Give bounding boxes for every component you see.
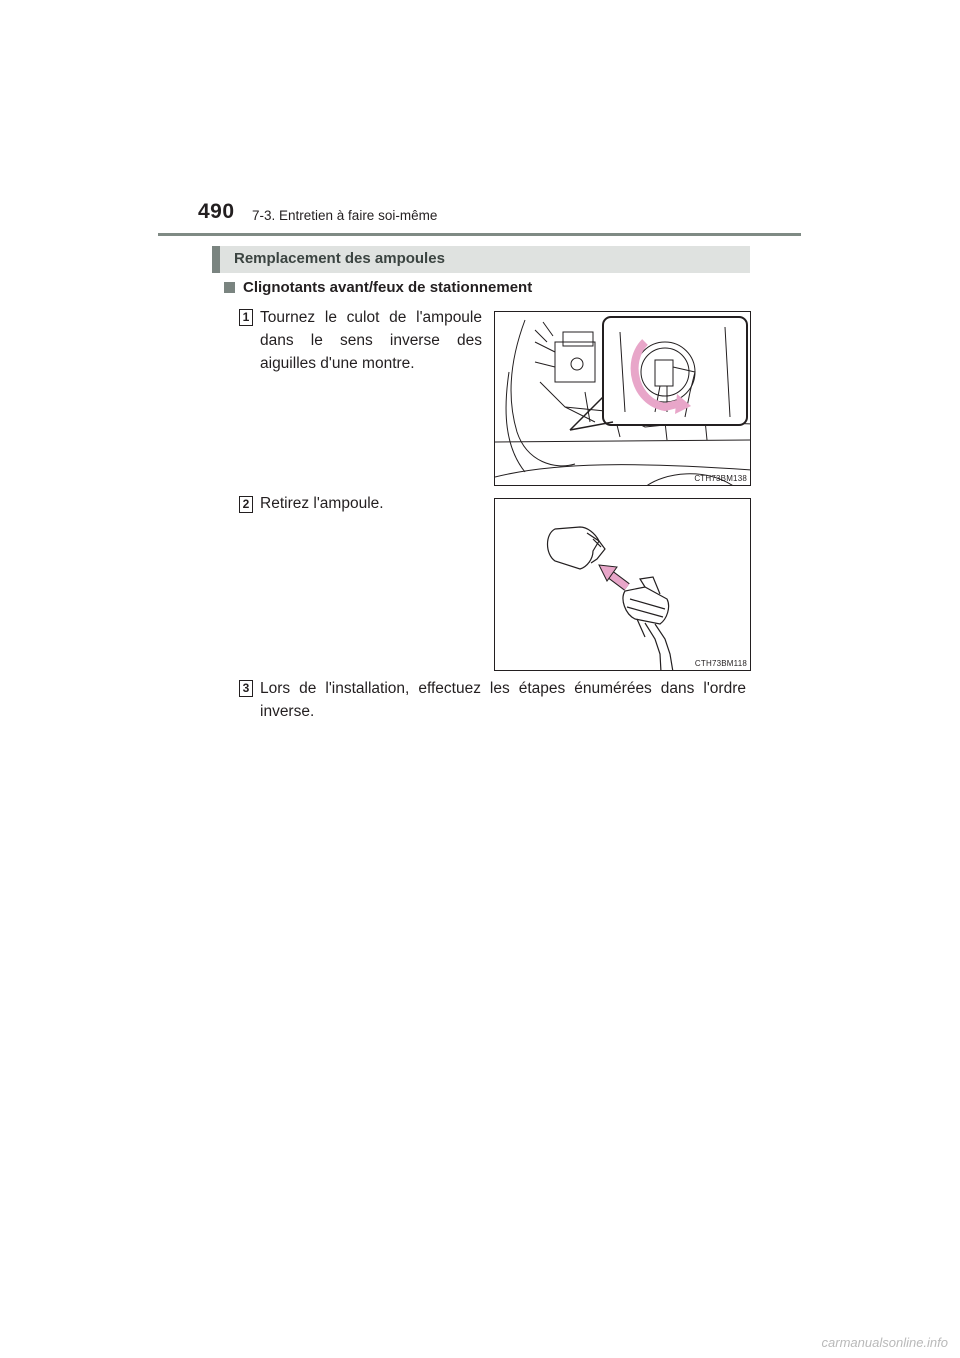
subsection-title: Clignotants avant/feux de stationnement bbox=[243, 279, 533, 296]
watermark: carmanualsonline.info bbox=[821, 1335, 948, 1350]
running-header: 7-3. Entretien à faire soi-même bbox=[252, 208, 438, 223]
step-number-2: 2 bbox=[239, 496, 253, 513]
step-number-1: 1 bbox=[239, 309, 253, 326]
figure-bulb-removal bbox=[494, 498, 751, 671]
step-2-text: Retirez l'ampoule. bbox=[260, 495, 384, 512]
square-bullet-icon bbox=[224, 282, 235, 293]
engine-bay-illustration bbox=[495, 312, 751, 486]
figure-headlamp-bulb-socket bbox=[494, 311, 751, 486]
bulb-removal-illustration bbox=[495, 499, 751, 671]
step-3-text: Lors de l'installation, effectuez les étapes énumérées dans l'ordre inverse. bbox=[260, 680, 746, 720]
subsection-heading bbox=[224, 279, 532, 296]
page-number: 490 bbox=[198, 200, 235, 223]
figure-code: CTH73BM118 bbox=[694, 659, 747, 668]
header-divider bbox=[158, 233, 801, 236]
section-heading-bar bbox=[212, 246, 750, 273]
figure-code: CTH73BM138 bbox=[694, 474, 747, 483]
step-1-text: Tournez le culot de l'ampoule dans le sens inverse des aiguilles d'une montre. bbox=[260, 309, 482, 372]
step-number-3: 3 bbox=[239, 680, 253, 697]
section-title: Remplacement des ampoules bbox=[234, 250, 445, 267]
